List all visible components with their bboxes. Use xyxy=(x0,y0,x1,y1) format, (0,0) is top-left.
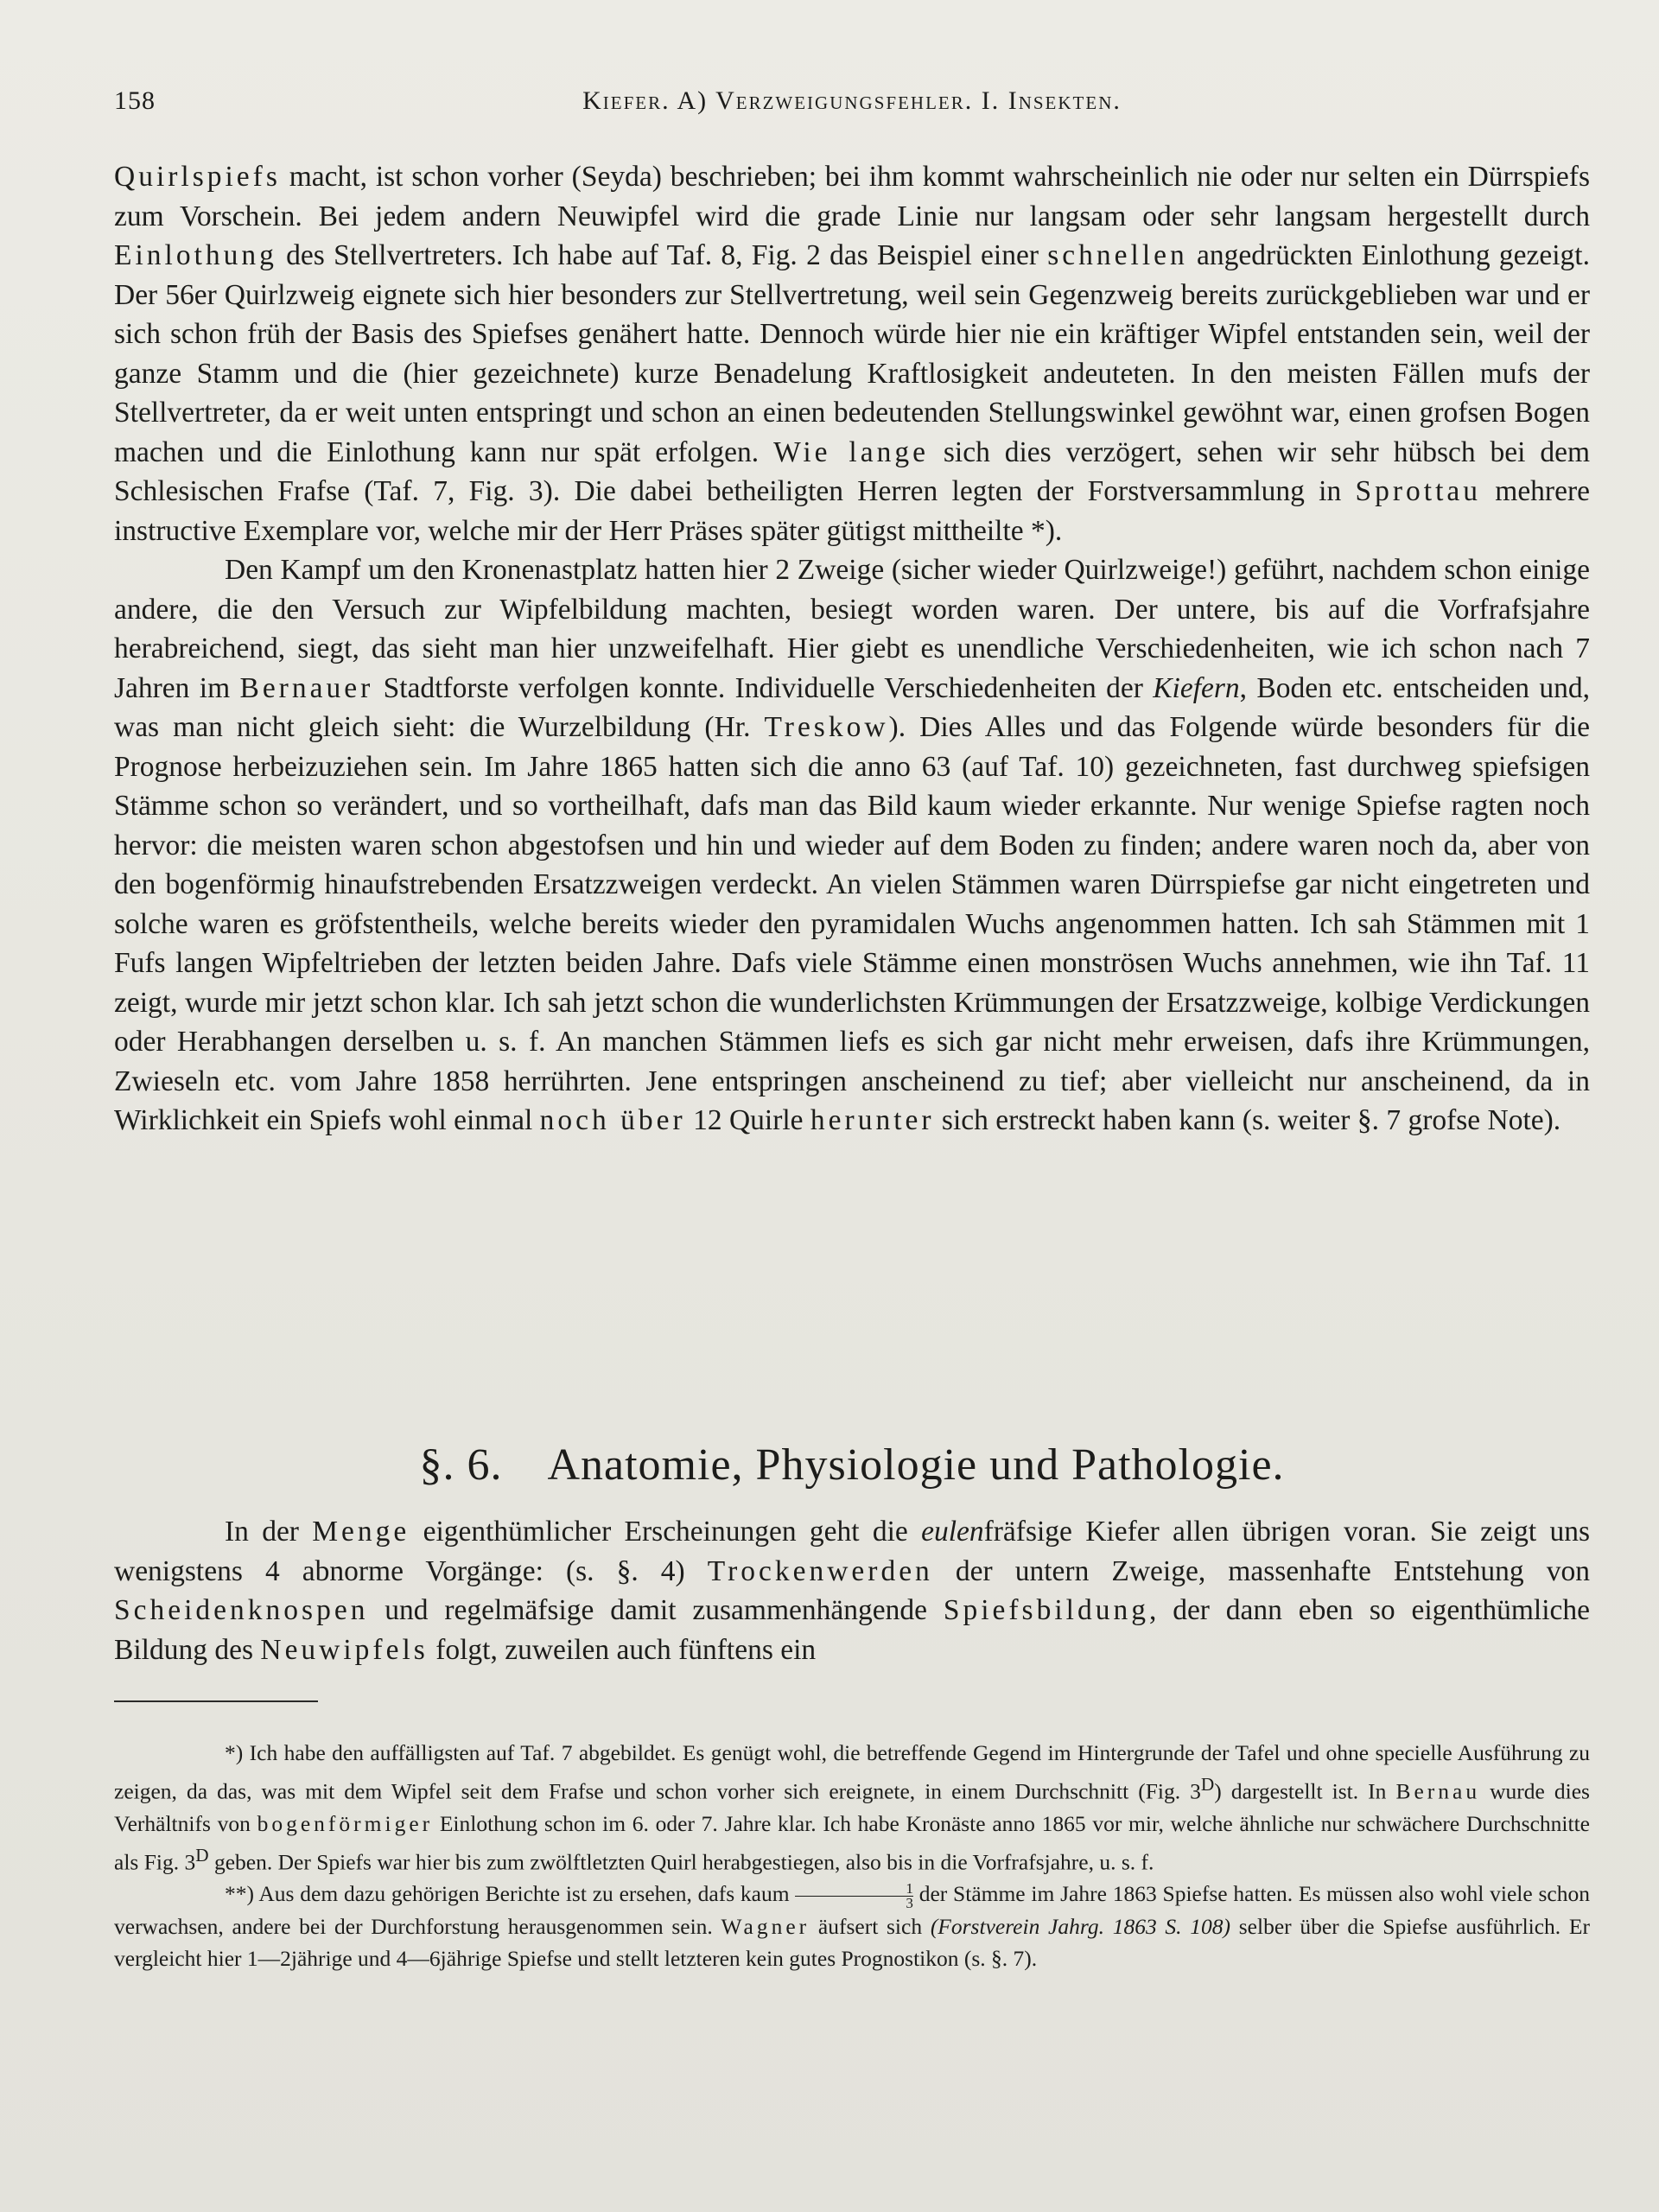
text-run: Quirlspiefs xyxy=(114,161,281,193)
paragraph-2 xyxy=(114,550,1590,1141)
emphasis: bogenförmiger xyxy=(257,1810,434,1836)
italic-term: eulen xyxy=(921,1516,984,1548)
emphasis: Scheidenknospen xyxy=(114,1594,369,1626)
text-run: angedrückten Einlothung gezeigt. Der 56er Quirlzweig eignete sich hier besonders zur Stellvertretung, weil sein Gegenzweig bereits zurückgeblieben war und er sich schon früh der Basis des Spiefses genähert hatte. Dennoch würde hier nie ein kräftiger Wipfel entstanden sein, weil der ganze Stamm und die (hier gezeichnete) kurze Benadelung Kraftlosigkeit andeuteten. In den meisten Fällen mufs der Stellvertreter, da er weit unten entspringt und schon an einen bedeutenden Stellungswinkel gewöhnt war, einen grofsen Bogen machen und die Einlothung kann nur spät erfolgen. xyxy=(114,239,1590,468)
emphasis: Einlothung xyxy=(114,239,277,271)
text-run: des Stellvertreters. Ich habe auf Taf. 8, Fig. 2 das Beispiel einer xyxy=(276,239,1048,271)
section-heading xyxy=(114,1440,1590,1491)
paragraph-1 xyxy=(114,157,1590,550)
footnote-divider xyxy=(114,1700,318,1702)
emphasis: noch über xyxy=(539,1104,686,1136)
emphasis: Treskow xyxy=(764,711,889,743)
text-run: der Stämme im Jahre 1863 Spiefse hatten. Es müssen also wohl viele schon verwachsen, andere bei der Durchforstung herausgenommen sein. xyxy=(114,1881,1591,1939)
running-head: Kiefer. A) Verzweigungsfehler. I. Insekten. xyxy=(582,86,1122,115)
text-run: Stadtforste verfolgen konnte. Individuelle Verschiedenheiten der xyxy=(373,671,1154,704)
fraction xyxy=(795,1879,913,1911)
fraction-denominator: 3 xyxy=(906,1894,913,1911)
text-run: , Boden etc. entscheiden und, was man nicht gleich sieht: die Wurzelbildung (Hr. xyxy=(114,671,1590,743)
text-run: wurde dies Verhältnifs von xyxy=(114,1778,1590,1836)
text-run: , der dann eben so eigenthümliche Bildung des xyxy=(114,1594,1591,1666)
superscript: D xyxy=(1200,1774,1215,1795)
emphasis: Wie lange xyxy=(773,435,929,468)
text-run: 12 Quirle xyxy=(685,1104,810,1136)
text-run: und regelmäfsige damit zusammenhängende xyxy=(368,1594,944,1626)
italic-term: Kiefern xyxy=(1153,671,1240,704)
text-run: macht, ist schon vorher (Seyda) beschrieben; bei ihm kommt wahrscheinlich nie oder nur selten ein Dürrspiefs zum Vorschein. Bei jedem andern Neuwipfel wird die grade Linie nur langsam oder sehr langsam hergestellt durch xyxy=(114,161,1590,232)
citation: (Forstverein Jahrg. 1863 S. 108) xyxy=(930,1913,1231,1939)
text-run: **) Aus dem dazu gehörigen Berichte ist zu ersehen, dafs kaum xyxy=(225,1881,796,1906)
text-run: ) dargestellt ist. In xyxy=(1214,1778,1396,1804)
text-run: *) Ich habe den auffälligsten auf Taf. 7 abgebildet. Es genügt wohl, die betreffende Gegend im Hintergrunde der Tafel und ohne specielle Ausführung zu zeigen, da das, was mit dem Wipfel seit dem Frafse und schon vorher sich ereignete, in einem Durchschnitt (Fig. 3 xyxy=(114,1740,1590,1804)
text-run: In der xyxy=(225,1516,313,1548)
text-run: ). Dies Alles und das Folgende würde besonders für die Prognose herbeizuziehen sein. Im Jahre 1865 hatten sich die anno 63 (auf Taf. 10) gezeichneten, fast durchweg spiefsigen Stämme schon so verändert, und so vortheilhaft, dafs man das Bild kaum wieder erkannte. Nur wenige Spiefse ragten noch hervor: die meisten waren schon abgestofsen und hin und wieder auf dem Boden zu finden; andere waren noch da, aber von den bogenförmig hinaufstrebenden Ersatzzweigen verdeckt. An vielen Stämmen waren Dürrspiefse gar nicht eingetreten und solche waren es gröfstentheils, welche bereits wieder den pyramidalen Wuchs angenommen hatten. Ich sah Stämmen mit 1 Fufs langen Wipfeltrieben der letzten beiden Jahre. Dafs viele Stämme einen monströsen Wuchs annehmen, wie ihn Taf. 11 zeigt, wurde mir jetzt schon klar. Ich sah jetzt schon die wunderlichsten Krümmungen der Ersatzzweige, kolbige Verdickungen oder Herabhangen derselben u. s. f. An manchen Stämmen liefs es sich gar nicht mehr erweisen, dafs ihre Krümmungen, Zwieseln etc. vom Jahre 1858 herrührten. Jene entspringen anscheinend zu tief; aber vielleicht nur anscheinend, da in Wirklichkeit ein Spiefs wohl einmal xyxy=(114,711,1590,1136)
section-title: Anatomie, Physiologie und Pathologie. xyxy=(547,1440,1285,1490)
emphasis: Menge xyxy=(312,1516,410,1548)
section-text xyxy=(114,1512,1590,1669)
footnotes xyxy=(114,1737,1590,1974)
main-text xyxy=(114,157,1590,1141)
emphasis: Bernau xyxy=(1395,1778,1481,1804)
page-number: 158 xyxy=(114,86,156,115)
text-run: folgt, zuweilen auch fünftens ein xyxy=(428,1633,817,1666)
emphasis: herunter xyxy=(810,1104,935,1136)
emphasis: Trockenwerden xyxy=(707,1554,933,1587)
footnote-2 xyxy=(114,1878,1590,1974)
text-run: äufsert sich xyxy=(810,1913,931,1939)
emphasis: Sprottau xyxy=(1355,475,1481,507)
emphasis: schnellen xyxy=(1047,239,1188,271)
emphasis: Spiefsbildung xyxy=(943,1594,1149,1626)
text-run: sich dies verzögert, sehen wir sehr hübsch bei dem Schlesischen Frafse (Taf. 7, Fig. 3). Die dabei betheiligten Herren legten der Forstversammlung in xyxy=(114,435,1591,507)
text-run: Den Kampf um den Kronenastplatz hatten hier 2 Zweige (sicher wieder Quirlzweige!) geführt, nachdem schon einige andere, die den Versuch zur Wipfelbildung machten, besiegt worden waren. Der untere, bis auf die Vorfrafsjahre herabreichend, siegt, das sieht man hier unzweifelhaft. Hier giebt es unendliche Verschiedenheiten, wie ich schon nach 7 Jahren im xyxy=(114,554,1590,704)
text-run: der untern Zweige, massenhafte Entstehung von xyxy=(932,1554,1590,1587)
emphasis: Wagner xyxy=(721,1913,810,1939)
fraction-numerator: 1 xyxy=(795,1882,913,1897)
text-run: geben. Der Spiefs war hier bis zum zwölftletzten Quirl herabgestiegen, also bis in die Vorfrafsjahre, u. s. f. xyxy=(208,1849,1154,1874)
section-number: §. 6. xyxy=(419,1440,503,1490)
superscript: D xyxy=(195,1844,209,1866)
text-run: mehrere instructive Exemplare vor, welche mir der Herr Präses später gütigst mittheilte *). xyxy=(114,475,1590,547)
text-run: eigenthümlicher Erscheinungen geht die xyxy=(410,1516,922,1548)
text-run: selber über die Spiefse ausführlich. Er vergleicht hier 1—2jährige und 4—6jährige Spiefse und stellt letzteren kein gutes Prognostikon (s. §. 7). xyxy=(114,1913,1590,1971)
text-run: Einlothung schon im 6. oder 7. Jahre klar. Ich habe Kronäste anno 1865 vor mir, welche ähnliche nur schwächere Durchschnitte als Fig. 3 xyxy=(114,1810,1590,1874)
footnote-1 xyxy=(114,1737,1590,1878)
text-run: fräfsige Kiefer allen übrigen voran. Sie zeigt uns wenigstens 4 abnorme Vorgänge: (s. §. 4) xyxy=(114,1516,1591,1587)
paragraph-3 xyxy=(114,1512,1590,1669)
emphasis: Neuwipfels xyxy=(260,1633,429,1666)
text-run: sich erstreckt haben kann (s. weiter §. 7 grofse Note). xyxy=(934,1104,1561,1136)
emphasis: Bernauer xyxy=(239,671,374,704)
page-header xyxy=(114,86,1590,130)
